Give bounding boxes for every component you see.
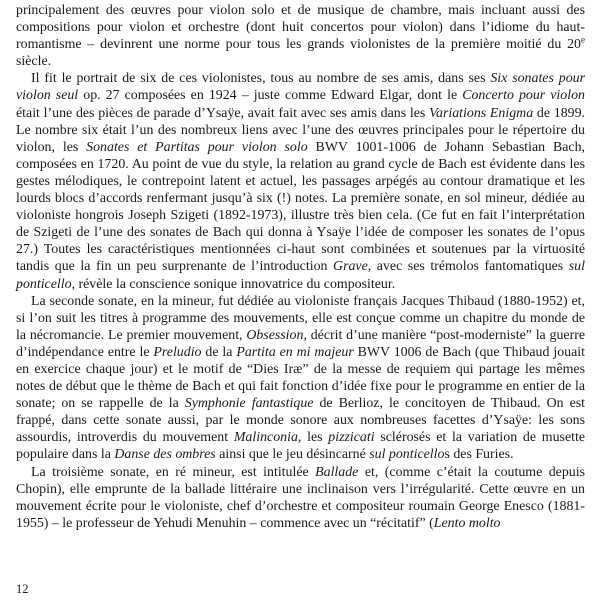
text-segment: de 1899. Le nombre six était l’un des nombreux liens avec l’une des œuvres principales pour le répertoire du violon, les — [16, 105, 585, 155]
italic-text: pizzicati — [328, 430, 375, 446]
italic-text: Symphonie fantastique — [184, 396, 314, 412]
paragraph — [16, 70, 585, 292]
text-segment: BWV 1006 de Bach (que Thibaud jouait en exercice chaque jour) et le motif de “Dies Iræ” de la messe de requiem qui partage les mêmes notes de début que le thème de Bach et qui fait fonction d’idée fixe pour le programme en entier de la sonate; on se rappelle de la — [16, 344, 585, 412]
italic-text: Sonates et Partitas pour violon solo — [86, 139, 308, 155]
italic-text: Concerto pour violon — [462, 88, 585, 104]
italic-text: sul ponticello — [369, 447, 445, 463]
paragraph — [16, 2, 585, 70]
page-number: 12 — [16, 582, 29, 596]
italic-text: Grave — [333, 259, 368, 275]
text-segment: , décrit d’une manière “post-moderniste” la guerre d’indépendance entre le — [16, 327, 585, 360]
text-segment: La seconde sonate, en la mineur, fut dédiée au violoniste français Jacques Thibaud (1880-1952) et, si l’on suit les titres à programme des mouvements, elle est conçue comme un chapitre du monde de la nécromancie. Le premier mouvement, — [16, 293, 585, 343]
text-segment: siècle. — [16, 54, 52, 70]
paragraph — [16, 464, 585, 532]
italic-text: Danse des ombres — [114, 447, 216, 463]
italic-text: Preludio — [153, 344, 202, 360]
text-segment: de la — [201, 344, 237, 360]
paragraph — [16, 293, 585, 464]
italic-text: Six sonates pour violon seul — [16, 71, 585, 104]
text-segment: et, (comme c’était la coutume depuis Chopin), elle emprunte de la ballade littéraire une inclinaison vers l’irrégularité. Cette œuvre en un mouvement écrite pour le violoniste, chef d’orchestre et compositeur roumain George Enesco (1881-1955) – le professeur de Yehudi Menuhin – commence avec un “récitatif” ( — [16, 464, 585, 531]
text-segment: principalement des œuvres pour violon solo et de musique de chambre, mais incluant aussi des compositions pour violon et orchestre (dont huit concertos pour violon) dans l’idiome du haut-romantisme – devinrent une norme pour tous les grands violonistes de la première moitié du 20 — [16, 3, 585, 53]
text-segment: Il fit le portrait de six de ces violonistes, tous au nombre de ses amis, dans ses — [31, 71, 491, 87]
italic-text: Obsession — [246, 327, 304, 343]
text-segment: La troisième sonate, en ré mineur, est intitulée — [31, 464, 316, 480]
text-segment: , les — [297, 430, 329, 446]
text-segment: op. 27 composées en 1924 – juste comme Edward Elgar, dont le — [78, 88, 463, 104]
text-segment: BWV 1001-1006 de Johann Sebastian Bach, composées en 1720. Au point de vue du style, la relation au grand cycle de Bach est évidente dans les gestes mélodiques, le contrepoint latent et actuel, les passages arpégés au contour dramatique et les lourds blocs d’accords renfermant jusqu’à six (!) notes. La première sonate, en sol mineur, dédiée au violoniste hongrois Joseph Szigeti (1892-1973), illustre très bien cela. (Ce fut en fait l’interprétation de Szigeti de l’une des sonates de Bach qui donna à Ysaÿe l’idée de composer les sonates de l’opus 27.) Toutes les caractéristiques mentionnées ci-haut sont combinées et soutenues par la virtuosité tandis que la fin un peu surprenante de l’introduction — [16, 139, 585, 275]
body-text — [16, 2, 585, 532]
italic-text: Malinconia — [233, 430, 298, 446]
text-segment: était l’une des pièces de parade d’Ysaÿe, avait fait avec ses amis dans les — [16, 105, 430, 121]
text-segment: s des Furies. — [444, 447, 514, 463]
italic-text: Ballade — [315, 464, 359, 480]
italic-text: Lento molto — [433, 515, 501, 531]
italic-text: sul ponticello — [16, 259, 585, 292]
text-segment: sclérosés et la variation de musette populaire dans la — [16, 430, 585, 463]
text-segment: ainsi que le jeu désincarné — [215, 447, 370, 463]
text-segment: , révèle la conscience sonique innovatrice du compositeur. — [71, 276, 396, 292]
superscript-text: e — [581, 34, 585, 45]
italic-text: Variations Enigma — [429, 105, 534, 121]
italic-text: Partita en mi majeur — [236, 344, 354, 360]
text-segment: , avec ses trémolos fantomatiques — [367, 259, 569, 275]
text-segment: de Berlioz, le concitoyen de Thibaud. On est frappé, dans cette sonate aussi, par le monde sonore aux nombreuses facettes d’Ysaÿe: les sons assourdis, introverdis du mouvement — [16, 396, 586, 446]
